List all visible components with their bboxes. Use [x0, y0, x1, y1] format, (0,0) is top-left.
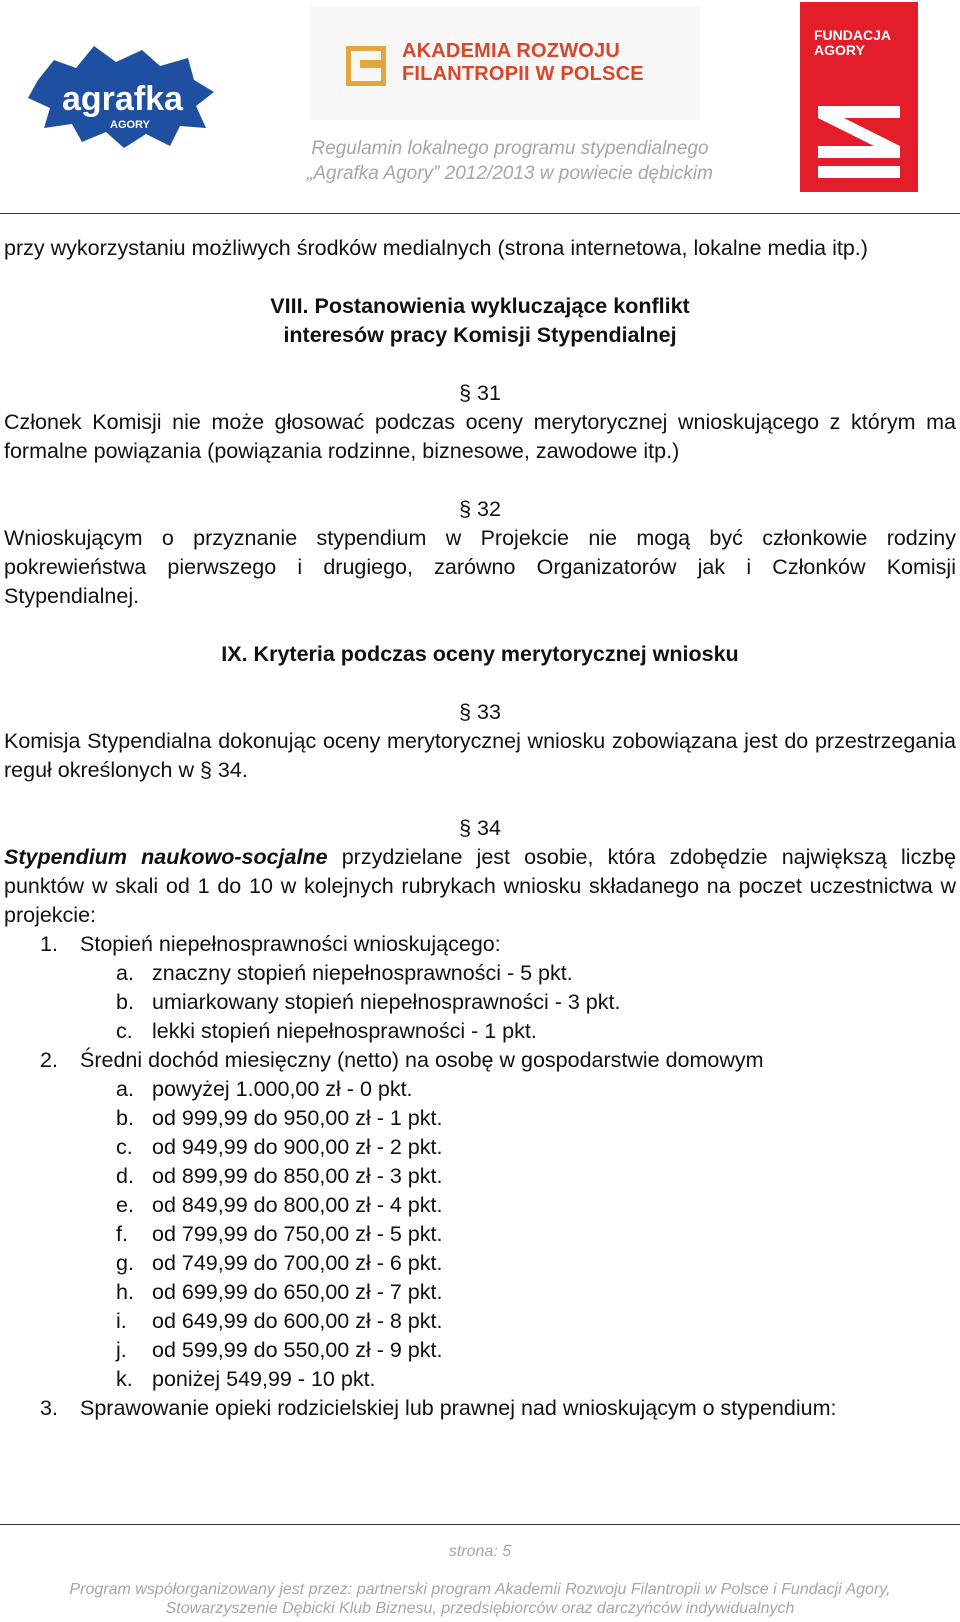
criteria-subitem [116, 1162, 956, 1191]
paragraph-32-mark: § 32 [459, 497, 501, 521]
criteria-subitem-list [80, 1075, 956, 1394]
criteria-subitem-letter: b. [116, 1106, 134, 1130]
criteria-subitem-text: znaczny stopień niepełnosprawności - 5 pkt. [152, 961, 573, 985]
fundacja-agory-logo [800, 2, 918, 192]
criteria-subitem [116, 1365, 956, 1394]
criteria-item [4, 1046, 956, 1394]
criteria-subitem-text: poniżej 549,99 - 10 pkt. [152, 1367, 376, 1391]
akademia-mark-icon [346, 46, 386, 86]
paragraph-31-text: Członek Komisji nie może głosować podczas oceny merytorycznej wnioskującego z którym ma formalne powiązania (powiązania rodzinne, biznesowe, zawodowe itp.) [4, 410, 956, 463]
criteria-item [4, 930, 956, 1046]
criteria-item [4, 1394, 956, 1423]
criteria-subitem [116, 1017, 956, 1046]
criteria-subitem-letter: i. [116, 1309, 127, 1333]
criteria-subitem [116, 1278, 956, 1307]
criteria-item-number: 2. [40, 1048, 58, 1072]
footer-divider [0, 1524, 960, 1525]
criteria-subitem-letter: g. [116, 1251, 134, 1275]
criteria-subitem-letter: j. [116, 1338, 127, 1362]
criteria-item-text: Średni dochód miesięczny (netto) na osobę w gospodarstwie domowym [80, 1048, 764, 1072]
paragraph-34-mark: § 34 [459, 816, 501, 840]
fundacja-line1: FUNDACJA [814, 27, 891, 43]
criteria-subitem-letter: e. [116, 1193, 134, 1217]
akademia-logo [310, 6, 700, 120]
paragraph-31-mark: § 31 [459, 381, 501, 405]
criteria-subitem-text: od 699,99 do 650,00 zł - 7 pkt. [152, 1280, 443, 1304]
akademia-line2: FILANTROPII W POLSCE [402, 63, 644, 85]
criteria-subitem [116, 1104, 956, 1133]
agrafka-logo-sub: AGORY [110, 119, 150, 131]
section-8-title-line1: VIII. Postanowienia wykluczające konflikt [270, 294, 690, 318]
criteria-subitem [116, 1249, 956, 1278]
criteria-list [4, 930, 956, 1423]
criteria-subitem-letter: k. [116, 1367, 133, 1391]
criteria-subitem-text: od 749,99 do 700,00 zł - 6 pkt. [152, 1251, 443, 1275]
fundacja-mark-icon [814, 102, 904, 182]
criteria-item-text: Sprawowanie opieki rodzicielskiej lub prawnej nad wnioskującym o stypendium: [80, 1396, 837, 1420]
section-8-title-line2: interesów pracy Komisji Stypendialnej [283, 323, 677, 347]
criteria-subitem-letter: f. [116, 1222, 128, 1246]
criteria-subitem-text: od 649,99 do 600,00 zł - 8 pkt. [152, 1309, 443, 1333]
criteria-subitem-text: umiarkowany stopień niepełnosprawności - 3 pkt. [152, 990, 621, 1014]
criteria-subitem [116, 1075, 956, 1104]
intro-paragraph: przy wykorzystaniu możliwych środków medialnych (strona internetowa, lokalne media itp.) [4, 236, 868, 260]
criteria-subitem-letter: a. [116, 961, 134, 985]
criteria-subitem [116, 988, 956, 1017]
header-divider [0, 213, 960, 214]
fundacja-line2: AGORY [814, 42, 865, 58]
criteria-subitem-letter: b. [116, 990, 134, 1014]
criteria-subitem [116, 1191, 956, 1220]
paragraph-34-lead [4, 843, 956, 930]
criteria-subitem-text: od 599,99 do 550,00 zł - 9 pkt. [152, 1338, 443, 1362]
criteria-item-number: 3. [40, 1396, 58, 1420]
doc-title-line2: „Agrafka Agory” 2012/2013 w powiecie dębickim [307, 163, 713, 184]
paragraph-33-text: Komisja Stypendialna dokonując oceny merytorycznej wniosku zobowiązana jest do przestrzegania reguł określonych w § 34. [4, 729, 956, 782]
paragraph-34-lead-text: przydzielane jest osobie, która zdobędzie największą liczbę punktów w skali od 1 do 10 w kolejnych rubrykach wniosku składanego na poczet uczestnictwa w projekcie: [4, 845, 956, 927]
criteria-subitem [116, 1307, 956, 1336]
page-number: strona: 5 [448, 1543, 512, 1560]
criteria-subitem-letter: h. [116, 1280, 134, 1304]
akademia-logo-text [402, 40, 644, 86]
criteria-subitem-list [80, 959, 956, 1046]
criteria-subitem-text: od 849,99 do 800,00 zł - 4 pkt. [152, 1193, 443, 1217]
criteria-subitem [116, 1336, 956, 1365]
criteria-subitem [116, 1220, 956, 1249]
footer-note [20, 1580, 940, 1618]
criteria-subitem-letter: c. [116, 1019, 133, 1043]
paragraph-32-text: Wnioskującym o przyznanie stypendium w Projekcie nie mogą być członkowie rodziny pokrewieństwa pierwszego i drugiego, zarówno Organizatorów jak i Członków Komisji Stypendialnej. [4, 526, 956, 608]
document-header [280, 136, 740, 186]
agrafka-logo [24, 40, 220, 152]
document-body [4, 234, 956, 1423]
footer-note-line2: Stowarzyszenie Dębicki Klub Biznesu, przedsiębiorców oraz darczyńców indywidualnych [165, 1600, 795, 1617]
paragraph-33-mark: § 33 [459, 700, 501, 724]
criteria-subitem-text: lekki stopień niepełnosprawności - 1 pkt. [152, 1019, 537, 1043]
footer-note-line1: Program współorganizowany jest przez: partnerski program Akademii Rozwoju Filantropii w Polsce i Fundacji Agory, [69, 1581, 891, 1598]
akademia-line1: AKADEMIA ROZWOJU [402, 40, 621, 62]
doc-title-line1: Regulamin lokalnego programu stypendialnego [311, 138, 709, 159]
criteria-subitem-text: od 799,99 do 750,00 zł - 5 pkt. [152, 1222, 443, 1246]
criteria-subitem-text: od 999,99 do 950,00 zł - 1 pkt. [152, 1106, 443, 1130]
criteria-subitem-letter: c. [116, 1135, 133, 1159]
paragraph-34-emphasis: Stypendium naukowo-socjalne [4, 845, 328, 869]
agrafka-logo-word: agrafka [62, 80, 183, 118]
criteria-subitem-letter: a. [116, 1077, 134, 1101]
fundacja-logo-text [814, 28, 891, 58]
criteria-subitem-text: od 899,99 do 850,00 zł - 3 pkt. [152, 1164, 443, 1188]
criteria-subitem-text: od 949,99 do 900,00 zł - 2 pkt. [152, 1135, 443, 1159]
section-9-title: IX. Kryteria podczas oceny merytorycznej wniosku [221, 642, 739, 666]
criteria-subitem-text: powyżej 1.000,00 zł - 0 pkt. [152, 1077, 413, 1101]
criteria-item-number: 1. [40, 932, 58, 956]
criteria-subitem [116, 1133, 956, 1162]
criteria-subitem-letter: d. [116, 1164, 134, 1188]
criteria-item-text: Stopień niepełnosprawności wnioskującego: [80, 932, 501, 956]
criteria-subitem [116, 959, 956, 988]
